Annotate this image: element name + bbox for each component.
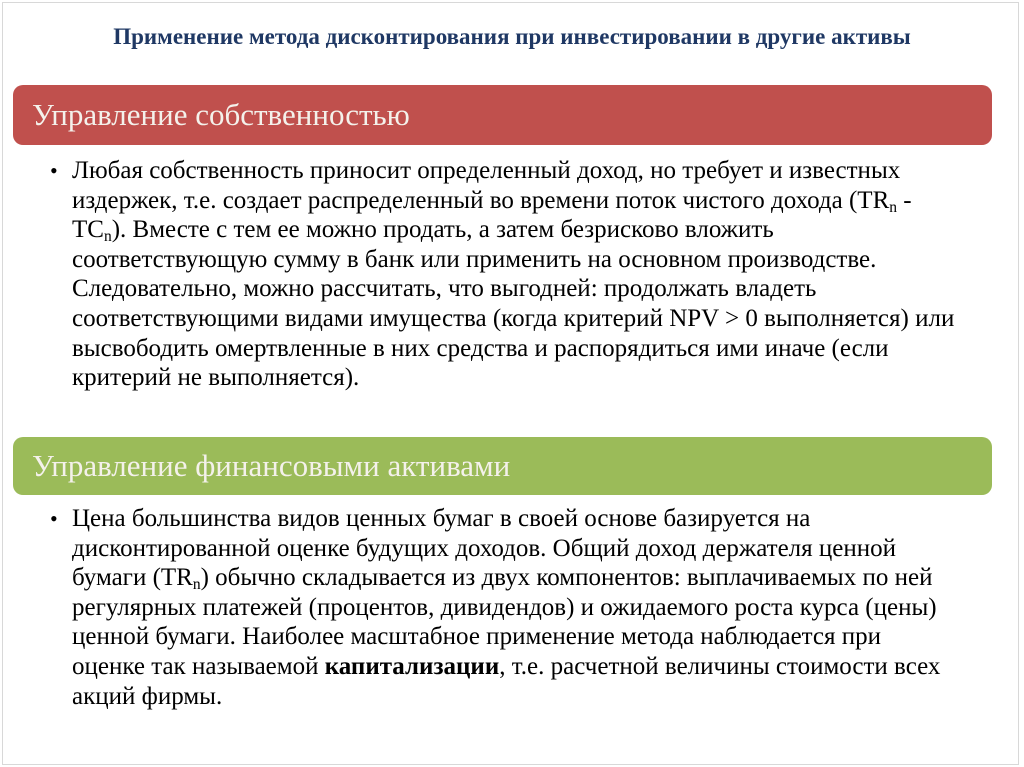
list-item — [48, 504, 960, 711]
paragraph-text: Любая собственность приносит определенный доход, но требует и известных издержек, т.е. создает распределенный во времени поток чистого дохода $(TR_n - TC_n)$. Вместе с тем ее можно продать, а затем безрисково вложить соответствующую сумму в банк или применить на основном производстве. Следовательно, можно рассчитать, что выгодней: продолжать владеть соответствующими видами имущества (когда критерий NPV > 0 выполняется) или высвободить омертвленные в них средства и распорядиться ими иначе (если критерий не выполняется). — [72, 157, 955, 392]
bullet-glyph: • — [50, 158, 58, 183]
property-paragraph-list — [48, 156, 960, 393]
slide-title: Применение метода дисконтирования при инвестировании в другие активы — [113, 24, 911, 49]
paragraph-text: Цена большинства видов ценных бумаг в своей основе базируется на дисконтированной оценке будущих доходов. Общий доход держателя ценной бумаги $(TR_n)$ обычно складывается из двух компонентов: выплачиваемых по ней регулярных платежей (процентов, дивидендов) и ожидаемого роста курса (цены) ценной бумаги. Наиболее масштабное применение метода наблюдается при оценке так называемой капитализации, т.е. расчетной величины стоимости всех акций фирмы. — [72, 505, 941, 710]
section-header-label: Управление финансовыми активами — [32, 448, 511, 483]
subscript-n: n — [192, 576, 201, 594]
financial-paragraph-list — [48, 504, 960, 711]
section-header-financial-assets — [13, 437, 992, 495]
bullet-glyph: • — [50, 506, 58, 531]
subscript-n: n — [889, 198, 897, 216]
subscript-n: n — [103, 228, 112, 246]
bold-term-capitalization: капитализации — [324, 652, 500, 680]
section-header-label: Управление собственностью — [32, 97, 410, 132]
list-item — [48, 156, 960, 393]
section-header-property-management — [13, 85, 992, 145]
